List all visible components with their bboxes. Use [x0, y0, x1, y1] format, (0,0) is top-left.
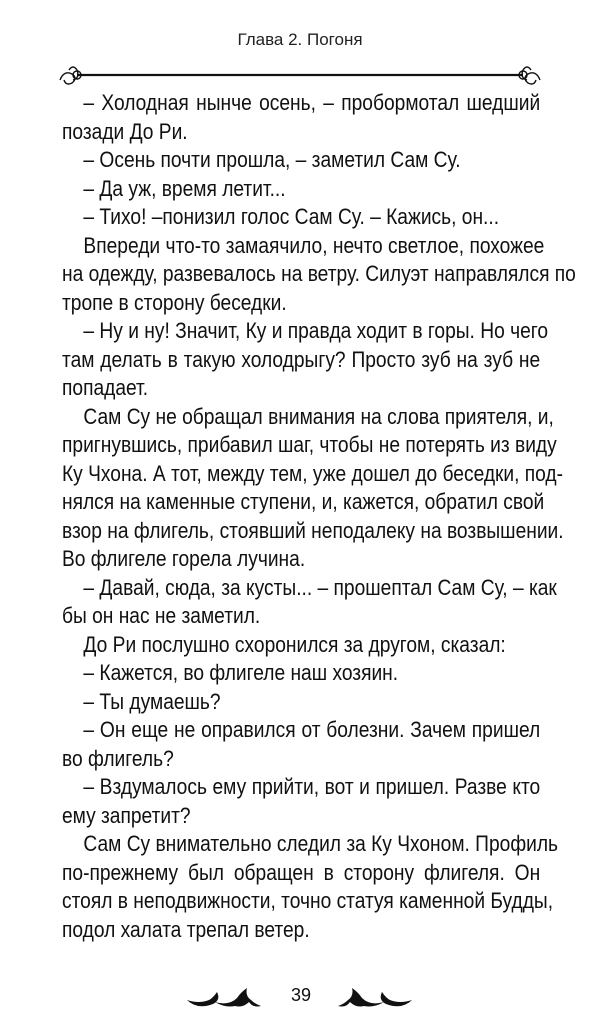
text-line: по-прежнему был обращен в сторону флигеля. Он — [62, 859, 541, 885]
text-line: бы он нас не заметил. — [62, 603, 261, 628]
text-line: Ку Чхона. А тот, между тем, уже дошел до беседки, под- — [62, 460, 564, 486]
running-header: Глава 2. Погоня — [237, 30, 363, 49]
text-line: стоял в неподвижности, точно статуя каменной Будды, — [62, 888, 554, 913]
text-line: позади До Ри. — [62, 118, 188, 144]
header-divider-ornament — [55, 58, 545, 88]
text-line: – Тихо! –понизил голос Сам Су. – Кажись, он... — [83, 204, 500, 229]
text-line: До Ри послушно схоронился за другом, сказал: — [83, 631, 506, 657]
text-line: пригнувшись, прибавил шаг, чтобы не потерять из виду — [62, 432, 557, 457]
text-line: – Да уж, время летит... — [83, 175, 286, 201]
text-line: во флигель? — [62, 745, 174, 771]
text-line: – Кажется, во флигеле наш хозяин. — [83, 660, 399, 685]
text-line: взор на флигель, стоявший неподалеку на возвышении. — [62, 517, 564, 543]
text-line: Сам Су внимательно следил за Ку Чхоном. Профиль — [83, 831, 559, 856]
text-line: Впереди что-то замаячило, нечто светлое, похожее — [83, 232, 545, 258]
text-line: – Ну и ну! Значит, Ку и правда ходит в горы. Но чего — [83, 318, 549, 343]
text-line: ему запретит? — [62, 802, 191, 828]
text-line: – Вздумалось ему прийти, вот и пришел. Разве кто — [83, 774, 541, 799]
text-line: тропе в сторону беседки. — [62, 289, 287, 315]
page-footer — [0, 980, 600, 1016]
text-line: – Он еще не оправился от болезни. Зачем пришел — [83, 717, 541, 742]
book-page-text — [62, 89, 576, 944]
text-line: – Осень почти прошла, – заметил Сам Су. — [83, 147, 461, 172]
text-line: там делать в такую холодрыгу? Просто зуб на зуб не — [62, 346, 541, 372]
text-line: – Ты думаешь? — [83, 688, 221, 714]
right-flourish-ornament — [328, 984, 414, 1010]
text-line: подол халата трепал ветер. — [62, 916, 310, 942]
page-number: 39 — [290, 985, 312, 1005]
text-line: попадает. — [62, 375, 149, 400]
text-line: нялся на каменные ступени, и, кажется, обратил свой — [62, 489, 545, 514]
left-flourish-ornament — [185, 984, 271, 1010]
text-line: – Давай, сюда, за кусты... – прошептал Сам Су, – как — [83, 574, 557, 600]
text-line: Сам Су не обращал внимания на слова приятеля, и, — [83, 403, 554, 429]
text-line: на одежду, развевалось на ветру. Силуэт направлялся по — [62, 261, 576, 286]
text-line: – Холодная нынче осень, – пробормотал шедший — [83, 90, 541, 115]
text-line: Во флигеле горела лучина. — [62, 546, 306, 571]
